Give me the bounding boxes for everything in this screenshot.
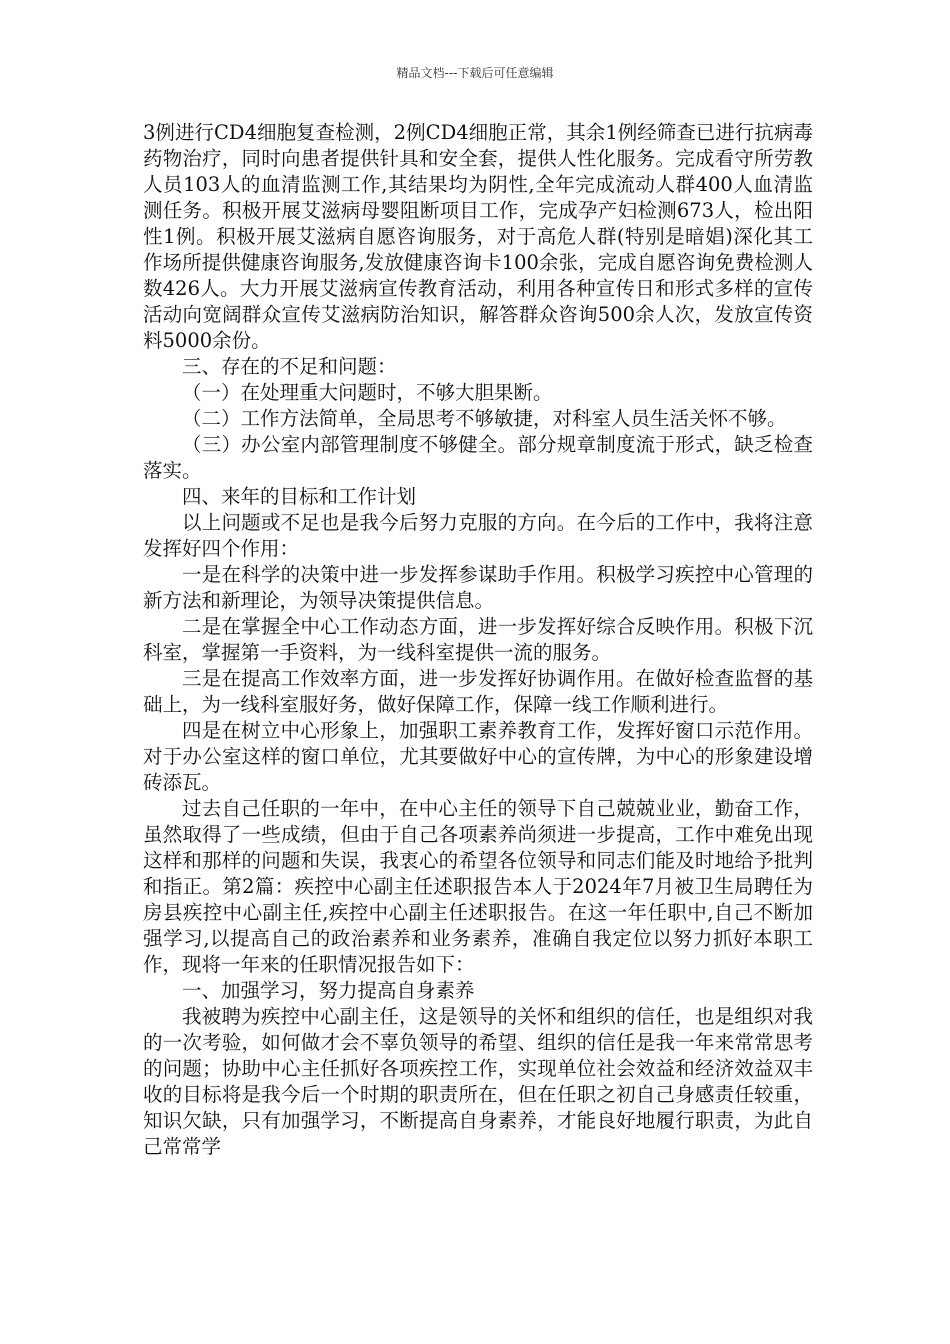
section-heading: 三、存在的不足和问题： xyxy=(182,355,397,378)
paragraph: 三是在提高工作效率方面，进一步发挥好协调作用。在做好检查监督的基础上，为一线科室服好务，做好保障工作，保障一线工作顺利进行。 xyxy=(143,667,813,716)
section-heading: 一、加强学习，努力提高自身素养 xyxy=(182,979,475,1002)
paragraph: 二是在掌握全中心工作动态方面，进一步发挥好综合反映作用。积极下沉科室，掌握第一手资料，为一线科室提供一流的服务。 xyxy=(143,615,813,664)
document-body xyxy=(143,120,813,1160)
paragraph: 一是在科学的决策中进一步发挥参谋助手作用。积极学习疾控中心管理的新方法和新理论，为领导决策提供信息。 xyxy=(143,563,813,612)
paragraph: 四是在树立中心形象上，加强职工素养教育工作，发挥好窗口示范作用。对于办公室这样的窗口单位，尤其要做好中心的宣传牌，为中心的形象建设增砖添瓦。 xyxy=(143,719,813,794)
section-heading: 四、来年的目标和工作计划 xyxy=(182,485,417,508)
paragraph: 我被聘为疾控中心副主任，这是领导的关怀和组织的信任，也是组织对我的一次考验，如何做才会不辜负领导的希望、组织的信任是我一年来常常思考的问题；协助中心主任抓好各项疾控工作，实现单位社会效益和经济效益双丰收的目标将是我今后一个时期的职责所在，但在任职之初自己身感责任较重，知识欠缺，只有加强学习，不断提高自身素养，才能良好地履行职责，为此自己常常学 xyxy=(143,1005,813,1158)
list-item: （一）在处理重大问题时，不够大胆果断。 xyxy=(182,381,553,404)
paragraph: 3例进行CD4细胞复查检测，2例CD4细胞正常，其余1例经筛查已进行抗病毒药物治疗，同时向患者提供针具和安全套，提供人性化服务。完成看守所劳教人员103人的血清监测工作,其结果均为阴性,全年完成流动人群400人血清监测任务。积极开展艾滋病母婴阻断项目工作，完成孕产妇检测673人，检出阳性1例。积极开展艾滋病自愿咨询服务，对于高危人群(特别是暗娼)深化其工作场所提供健康咨询服务,发放健康咨询卡100余张，完成自愿咨询免费检测人数426人。大力开展艾滋病宣传教育活动，利用各种宣传日和形式多样的宣传活动向宽阔群众宣传艾滋病防治知识，解答群众咨询500余人次，发放宣传资料5000余份。 xyxy=(143,121,813,352)
page-header-note: 精品文档---下载后可任意编辑 xyxy=(396,66,554,80)
paragraph: 以上问题或不足也是我今后努力克服的方向。在今后的工作中，我将注意发挥好四个作用： xyxy=(143,511,813,560)
list-item: （二）工作方法简单，全局思考不够敏捷，对科室人员生活关怀不够。 xyxy=(182,407,787,430)
paragraph: 过去自己任职的一年中，在中心主任的领导下自己兢兢业业，勤奋工作，虽然取得了一些成绩，但由于自己各项素养尚须进一步提高，工作中难免出现这样和那样的问题和失误，我衷心的希望各位领导和同志们能及时地给予批判和指正。第2篇：疾控中心副主任述职报告本人于2024年7月被卫生局聘任为房县疾控中心副主任,疾控中心副主任述职报告。在这一年任职中,自己不断加强学习,以提高自己的政治素养和业务素养，准确自我定位以努力抓好本职工作，现将一年来的任职情况报告如下： xyxy=(143,797,813,976)
list-item: （三）办公室内部管理制度不够健全。部分规章制度流于形式，缺乏检查落实。 xyxy=(143,433,813,482)
